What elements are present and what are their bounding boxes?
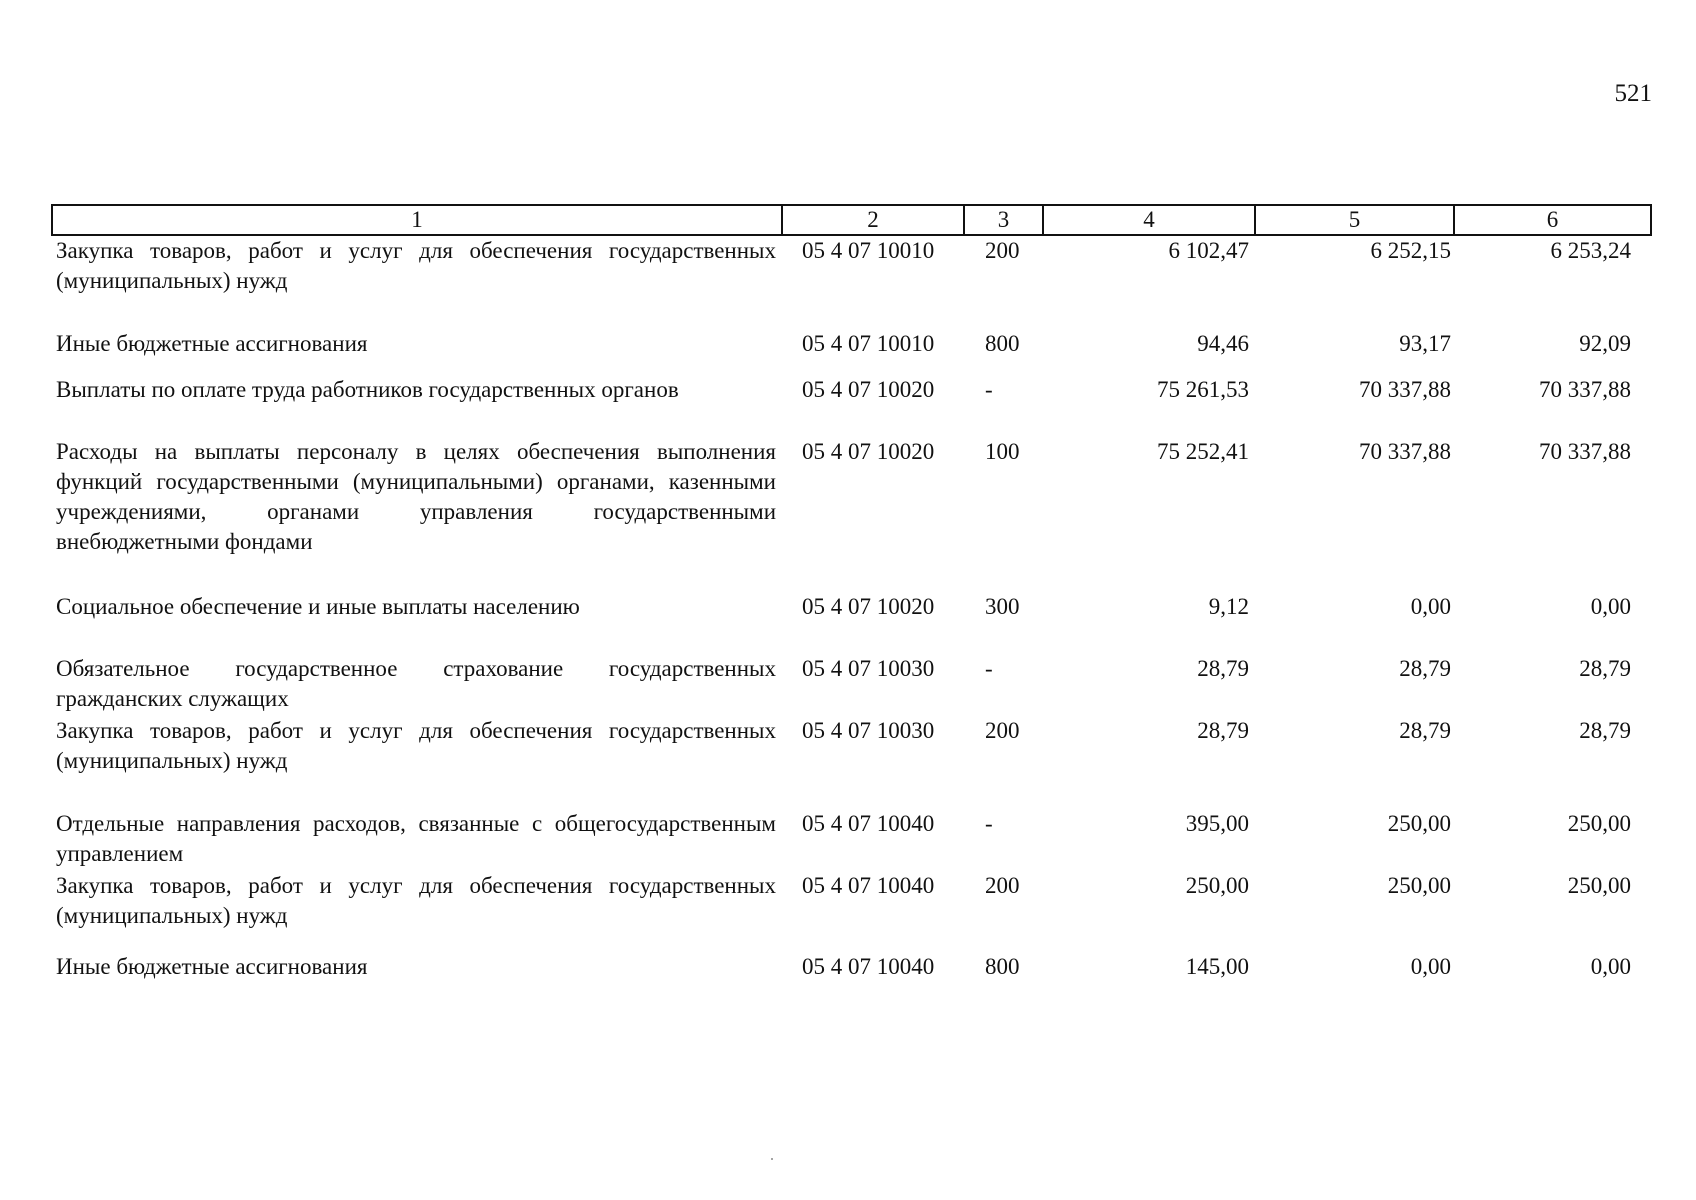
amount-column-4: 94,46 [1197,331,1249,356]
table-row [52,809,1651,871]
table-row [52,952,1651,992]
amount-column-6: 0,00 [1590,594,1631,619]
column-header-6: 6 [1454,205,1651,235]
expense-name: Иные бюджетные ассигнования [56,331,368,356]
expense-type-code: 800 [985,331,1020,356]
table-row [52,329,1651,375]
expense-type-code: - [985,377,993,402]
amount-column-6: 70 337,88 [1539,377,1631,402]
page-number: 521 [1614,80,1652,107]
classification-code: 05 4 07 10030 [802,718,935,743]
expense-name: Закупка товаров, работ и услуг для обеспечения государственных (муниципальных) нужд [56,238,776,293]
amount-column-5: 6 252,15 [1370,238,1451,263]
column-number-header-row [52,205,1651,235]
expense-name: Социальное обеспечение и иные выплаты населению [56,594,580,619]
budget-table [51,204,1652,992]
table-row [52,871,1651,952]
classification-code: 05 4 07 10020 [802,377,935,402]
expense-type-code: - [985,811,993,836]
amount-column-6: 0,00 [1590,954,1631,979]
expense-type-code: - [985,656,993,681]
table-row [52,375,1651,437]
classification-code: 05 4 07 10020 [802,594,935,619]
expense-name: Отдельные направления расходов, связанные с общегосударственным управлением [56,811,776,866]
expense-name: Закупка товаров, работ и услуг для обеспечения государственных (муниципальных) нужд [56,718,776,773]
amount-column-6: 70 337,88 [1539,439,1631,464]
amount-column-6: 92,09 [1579,331,1631,356]
amount-column-4: 28,79 [1197,656,1249,681]
classification-code: 05 4 07 10020 [802,439,935,464]
amount-column-5: 28,79 [1399,656,1451,681]
table-row [52,235,1651,329]
amount-column-5: 250,00 [1387,873,1451,898]
expense-type-code: 300 [985,594,1020,619]
column-header-4: 4 [1043,205,1255,235]
amount-column-6: 28,79 [1579,656,1631,681]
classification-code: 05 4 07 10030 [802,656,935,681]
table-row [52,437,1651,592]
amount-column-4: 28,79 [1197,718,1249,743]
amount-column-5: 70 337,88 [1359,439,1451,464]
expense-name: Обязательное государственное страхование государственных гражданских служащих [56,656,776,711]
expense-type-code: 800 [985,954,1020,979]
scan-speck [771,1158,773,1160]
expense-type-code: 100 [985,439,1020,464]
amount-column-4: 395,00 [1185,811,1249,836]
amount-column-4: 145,00 [1185,954,1249,979]
amount-column-5: 70 337,88 [1359,377,1451,402]
amount-column-4: 6 102,47 [1168,238,1249,263]
amount-column-5: 28,79 [1399,718,1451,743]
amount-column-6: 250,00 [1567,811,1631,836]
expense-name: Закупка товаров, работ и услуг для обеспечения государственных (муниципальных) нужд [56,873,776,928]
expense-name: Выплаты по оплате труда работников государственных органов [56,377,679,402]
amount-column-4: 75 252,41 [1157,439,1249,464]
expense-type-code: 200 [985,873,1020,898]
amount-column-5: 0,00 [1410,594,1451,619]
expense-type-code: 200 [985,718,1020,743]
column-header-2: 2 [782,205,964,235]
table-row [52,716,1651,809]
column-header-3: 3 [964,205,1043,235]
column-header-5: 5 [1255,205,1454,235]
column-header-1: 1 [52,205,782,235]
table-row [52,654,1651,716]
classification-code: 05 4 07 10010 [802,238,935,263]
amount-column-4: 75 261,53 [1157,377,1249,402]
classification-code: 05 4 07 10040 [802,811,935,836]
expense-type-code: 200 [985,238,1020,263]
amount-column-4: 250,00 [1185,873,1249,898]
classification-code: 05 4 07 10010 [802,331,935,356]
amount-column-5: 250,00 [1387,811,1451,836]
amount-column-6: 250,00 [1567,873,1631,898]
expense-name: Расходы на выплаты персоналу в целях обеспечения выполнения функций государственными (муниципальными) органами, казенными учреждениями, органами управления государственными внебюджетными фондами [56,439,776,554]
table-row [52,592,1651,654]
amount-column-5: 93,17 [1399,331,1451,356]
classification-code: 05 4 07 10040 [802,873,935,898]
amount-column-5: 0,00 [1410,954,1451,979]
expense-name: Иные бюджетные ассигнования [56,954,368,979]
amount-column-6: 28,79 [1579,718,1631,743]
classification-code: 05 4 07 10040 [802,954,935,979]
amount-column-4: 9,12 [1208,594,1249,619]
amount-column-6: 6 253,24 [1550,238,1631,263]
